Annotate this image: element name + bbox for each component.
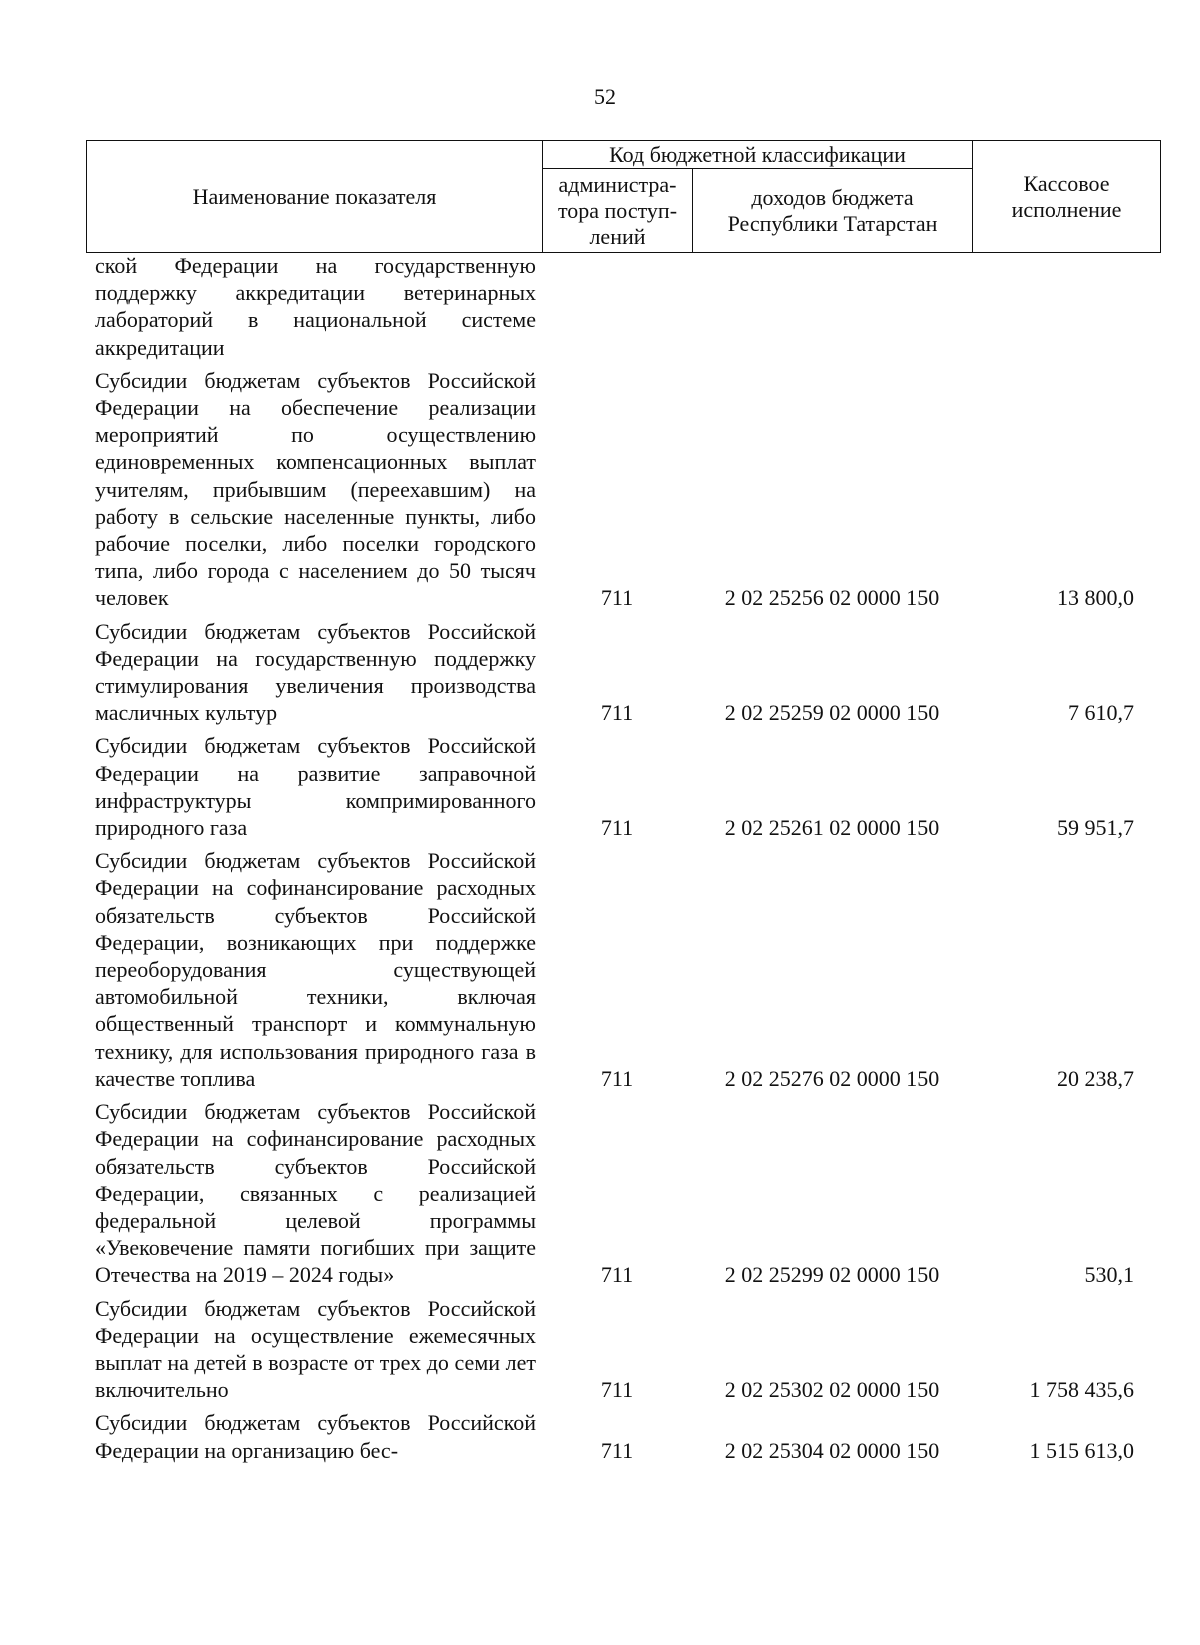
row-indicator-name: ской Федерации на государственную поддержку аккредитации ветеринарных лабораторий в национальной системе аккредитации	[95, 253, 536, 360]
row-cash-execution: 1 758 435,6	[1029, 1377, 1134, 1403]
table-header	[86, 140, 1161, 253]
table-row	[86, 618, 1160, 733]
row-income-code: 2 02 25256 02 0000 150	[724, 585, 940, 611]
table-row	[86, 732, 1160, 847]
row-indicator-name: Субсидии бюджетам субъектов Российской Федерации на софинансирование расходных обязательств субъектов Российской Федерации, связанных с реализацией федеральной целевой программы «Увековечение памяти погибших при защите Отечества на 2019 – 2024 годы»	[95, 1099, 536, 1288]
budget-table	[86, 252, 1160, 1470]
table-row	[86, 1098, 1160, 1294]
row-cash-execution	[972, 252, 1160, 367]
row-indicator-name: Субсидии бюджетам субъектов Российской Федерации на организацию бес-	[95, 1410, 536, 1463]
row-income-code: 2 02 25259 02 0000 150	[724, 700, 940, 726]
row-income-code: 2 02 25299 02 0000 150	[724, 1262, 940, 1288]
table-row	[86, 847, 1160, 1098]
row-indicator-name: Субсидии бюджетам субъектов Российской Федерации на государственную поддержку стимулирования увеличения производства масличных культур	[95, 618, 536, 726]
row-income-code: 2 02 25302 02 0000 150	[724, 1377, 940, 1403]
row-income-code: 2 02 25276 02 0000 150	[724, 1065, 940, 1091]
header-cash-execution: Кассовое исполнение	[973, 141, 1161, 253]
row-administrator-code: 711	[600, 700, 634, 726]
row-cash-execution: 59 951,7	[1057, 815, 1134, 841]
row-indicator-name: Субсидии бюджетам субъектов Российской Федерации на осуществление ежемесячных выплат на детей в возрасте от трех до семи лет включительно	[95, 1295, 536, 1403]
header-administrator: администра-тора поступ-лений	[543, 169, 693, 253]
page-number: 52	[594, 84, 616, 109]
table-row	[86, 252, 1160, 367]
row-administrator-code: 711	[600, 815, 634, 841]
row-cash-execution: 13 800,0	[1057, 585, 1134, 611]
row-administrator-code: 711	[600, 585, 634, 611]
table-row	[86, 1409, 1160, 1469]
header-kbk: Код бюджетной классификации	[543, 141, 973, 169]
header-indicator-name: Наименование показателя	[87, 141, 543, 253]
row-income-code: 2 02 25304 02 0000 150	[724, 1437, 940, 1463]
header-budget-income: доходов бюджета Республики Татарстан	[693, 169, 973, 253]
row-administrator-code: 711	[600, 1065, 634, 1091]
row-indicator-name: Субсидии бюджетам субъектов Российской Федерации на обеспечение реализации мероприятий по осуществлению единовременных компенсационных выплат учителям, прибывшим (переехавшим) на работу в сельские населенные пункты, либо рабочие поселки, либо поселки городского типа, либо города с населением до 50 тысяч человек	[95, 367, 536, 611]
row-administrator-code: 711	[600, 1377, 634, 1403]
row-administrator-code	[542, 252, 692, 367]
row-cash-execution: 530,1	[1084, 1262, 1134, 1288]
row-indicator-name: Субсидии бюджетам субъектов Российской Федерации на софинансирование расходных обязательств субъектов Российской Федерации, возникающих при поддержке переоборудования существующей автомобильной техники, включая общественный транспорт и коммунальную технику, для использования природного газа в качестве топлива	[95, 848, 536, 1091]
row-cash-execution: 20 238,7	[1057, 1065, 1134, 1091]
table-row	[86, 1295, 1160, 1410]
row-cash-execution: 7 610,7	[1068, 700, 1134, 726]
row-administrator-code: 711	[600, 1262, 634, 1288]
row-indicator-name: Субсидии бюджетам субъектов Российской Федерации на развитие заправочной инфраструктуры компримированного природного газа	[95, 733, 536, 841]
table-row	[86, 367, 1160, 618]
row-administrator-code: 711	[600, 1437, 634, 1463]
row-cash-execution: 1 515 613,0	[1029, 1437, 1134, 1463]
row-income-code: 2 02 25261 02 0000 150	[724, 815, 940, 841]
row-income-code	[692, 252, 972, 367]
